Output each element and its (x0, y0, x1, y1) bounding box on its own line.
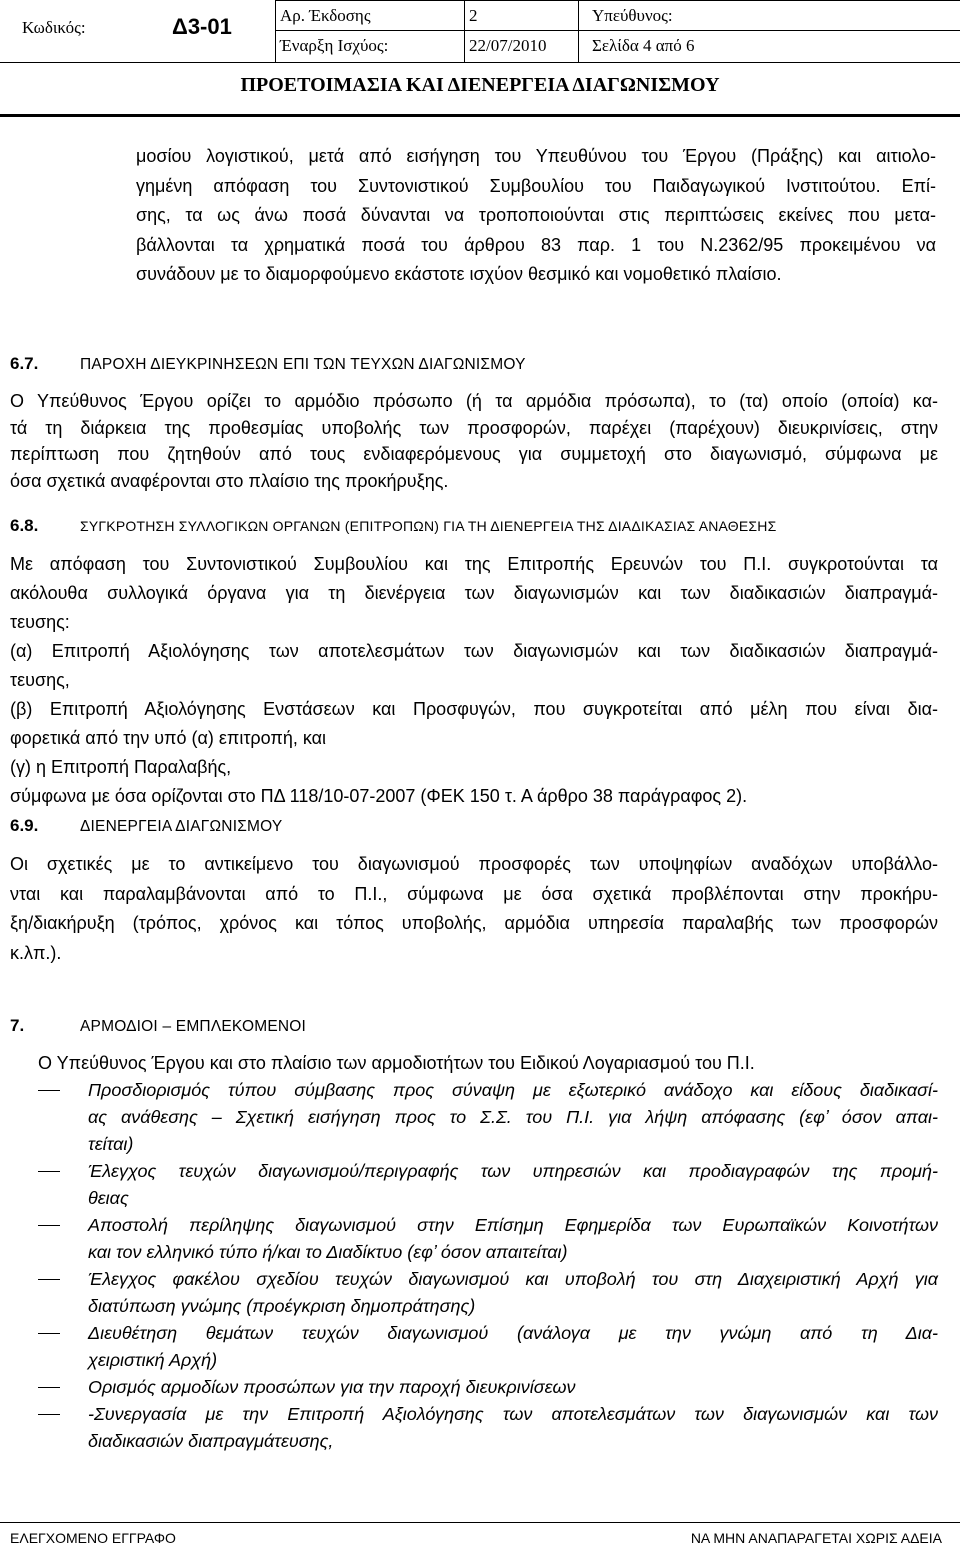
page-number: Σελίδα 4 από 6 (592, 36, 695, 55)
text-line: κ.λπ.). (10, 942, 62, 963)
document-header (0, 0, 960, 115)
start-label: Έναρξη Ισχύος: (280, 36, 389, 55)
list-item (38, 1320, 938, 1374)
text-line: θειας (88, 1188, 129, 1208)
list-item (38, 1266, 938, 1320)
text-line: Ο Υπεύθυνος Έργου ορίζει το αρμόδιο πρόσωπο (ή τα αρμόδια πρόσωπα), το (τα) οποίο (οποία) κα- (10, 391, 938, 411)
text-line: γημένη απόφαση του Συντονιστικού Συμβουλίου του Παιδαγωγικού Ινστιτούτου. Επί- (136, 175, 936, 196)
dash-bullet-icon (38, 1333, 60, 1334)
section-7-intro (38, 1050, 938, 1076)
text-line: Οι σχετικές με το αντικείμενο του διαγωνισμού προσφορές των υποψηφίων αναδόχων υποβάλλο- (10, 854, 938, 874)
text-line: Έλεγχος φακέλου σχεδίου τευχών διαγωνισμού και υποβολή του στη Διαχειριστική Αρχή για (88, 1269, 938, 1289)
version-label: Αρ. Έκδοσης (280, 6, 371, 25)
text-line: διατύπωση γνώμης (προέγκριση δημοπράτησης) (88, 1296, 476, 1316)
text-line: βάλλονται τα χρηματικά ποσά του άρθρου 83 παρ. 1 του Ν.2362/95 προκειμένου να (136, 234, 936, 255)
text-line: Ο Υπεύθυνος Έργου και στο πλαίσιο των αρμοδιοτήτων του Ειδικού Λογαριασμού του Π.Ι. (38, 1053, 755, 1073)
text-line: Αποστολή περίληψης διαγωνισμού στην Επίσημη Εφημερίδα των Ευρωπαϊκών Κοινοτήτων (88, 1215, 938, 1235)
text-line: (γ) η Επιτροπή Παραλαβής, (10, 757, 232, 777)
text-line: όσα σχετικά αναφέρονται στο πλαίσιο της προκήρυξης. (10, 470, 449, 491)
section-number: 6.8. (10, 516, 39, 535)
section-6-8-body (10, 550, 938, 811)
list-item (38, 1401, 938, 1455)
section-title: ΑΡΜΟΔΙΟΙ – ΕΜΠΛΕΚΟΜΕΝΟΙ (80, 1018, 307, 1035)
text-line: σύμφωνα με όσα ορίζονται στο ΠΔ 118/10-07-2007 (ΦΕΚ 150 τ. Α άρθρο 38 παράγραφος 2). (10, 786, 748, 806)
text-line: Με απόφαση του Συντονιστικού Συμβουλίου και της Επιτροπής Ερευνών του Π.Ι. συγκροτούνται τα (10, 554, 938, 574)
text-line: τείται) (88, 1134, 134, 1154)
intro-paragraph (136, 142, 936, 290)
dash-bullet-icon (38, 1387, 60, 1388)
dash-bullet-icon (38, 1279, 60, 1280)
text-line: Έλεγχος τευχών διαγωνισμού/περιγραφής των υπηρεσιών και προδιαγραφών της προμή- (88, 1161, 938, 1181)
text-line: (β) Επιτροπή Αξιολόγησης Ενστάσεων και Προσφυγών, που συγκροτείται από μέλη που είναι δια- (10, 699, 938, 719)
header-divider (0, 114, 960, 117)
text-line: χειριστική Αρχή) (88, 1350, 218, 1370)
text-line: Ορισμός αρμοδίων προσώπων για την παροχή διευκρινίσεων (88, 1377, 576, 1397)
text-line: διαδικασιών διαπραγμάτευσης, (88, 1431, 334, 1451)
section-6-7-heading (10, 354, 526, 374)
section-6-7-body (10, 388, 938, 494)
text-line: περίπτωση που ζητηθούν από τους ενδιαφερόμενους για συμμετοχή στο διαγωνισμό, σύμφωνα με (10, 444, 938, 464)
footer-right: ΝΑ ΜΗΝ ΑΝΑΠΑΡΑΓΕΤΑΙ ΧΩΡΙΣ ΑΔΕΙΑ (690, 1530, 942, 1546)
text-line: και τον ελληνικό τύπο ή/και το Διαδίκτυο (εφ’ όσον απαιτείται) (88, 1242, 568, 1262)
text-line: ξη/διακήρυξη (τρόπος, χρόνος και τόπος υποβολής, αρμόδια υπηρεσία παραλαβής των προσφορών (10, 913, 938, 933)
text-line: τευσης: (10, 612, 70, 632)
responsibilities-list (38, 1077, 938, 1455)
dash-bullet-icon (38, 1414, 60, 1415)
text-line: Διευθέτηση θεμάτων τευχών διαγωνισμού (ανάλογα με την γνώμη από τη Δια- (88, 1323, 938, 1343)
dash-bullet-icon (38, 1225, 60, 1226)
section-title: ΣΥΓΚΡΟΤΗΣΗ ΣΥΛΛΟΓΙΚΩΝ ΟΡΓΑΝΩΝ (ΕΠΙΤΡΟΠΩΝ) ΓΙΑ ΤΗ ΔΙΕΝΕΡΓΕΙΑ ΤΗΣ ΔΙΑΔΙΚΑΣΙΑΣ ΑΝΑΘΕΣΗΣ (80, 518, 777, 534)
section-number: 6.9. (10, 816, 39, 835)
responsible-label: Υπεύθυνος: (592, 6, 673, 25)
text-line: μοσίου λογιστικού, μετά από εισήγηση του Υπευθύνου του Έργου (Πράξης) και αιτιολο- (136, 146, 936, 166)
dash-bullet-icon (38, 1171, 60, 1172)
text-line: (α) Επιτροπή Αξιολόγησης των αποτελεσμάτων των διαγωνισμών και των διαδικασιών διαπραγμά- (10, 641, 938, 661)
document-title: ΠΡΟΕΤΟΙΜΑΣΙΑ ΚΑΙ ΔΙΕΝΕΡΓΕΙΑ ΔΙΑΓΩΝΙΣΜΟΥ (240, 74, 720, 96)
section-7-heading (10, 1016, 306, 1036)
section-number: 7. (10, 1016, 25, 1035)
text-line: τευσης, (10, 670, 70, 690)
text-line: Προσδιορισμός τύπου σύμβασης προς σύναψη με εξωτερικό ανάδοχο και είδους διαδικασί- (88, 1080, 938, 1100)
text-line: νται και παραλαμβάνονται από το Π.Ι., σύμφωνα με όσα σχετικά προβλέπονται στην προκήρυ- (10, 883, 938, 904)
start-value: 22/07/2010 (469, 36, 547, 55)
list-item (38, 1158, 938, 1212)
text-line: φορετικά από την υπό (α) επιτροπή, και (10, 728, 327, 748)
section-6-8-heading (10, 516, 776, 536)
footer-left: ΕΛΕΓΧΟΜΕΝΟ ΕΓΓΡΑΦΟ (10, 1530, 176, 1546)
list-item (38, 1374, 938, 1401)
list-item (38, 1077, 938, 1158)
text-line: σης, τα ως άνω ποσά δύνανται να τροποποιούνται στις περιπτώσεις εκείνες που μετα- (136, 205, 936, 225)
version-value: 2 (469, 6, 478, 25)
footer-divider (0, 1522, 960, 1523)
section-6-9-body (10, 850, 938, 968)
section-6-9-heading (10, 816, 282, 836)
text-line: ακόλουθα συλλογικά όργανα για τη διενέργεια των διαγωνισμών και των διαδικασιών διαπραγμά- (10, 583, 938, 603)
section-number: 6.7. (10, 354, 39, 373)
section-title: ΔΙΕΝΕΡΓΕΙΑ ΔΙΑΓΩΝΙΣΜΟΥ (80, 818, 283, 835)
text-line: τά τη διάρκεια της προθεσμίας υποβολής των προσφορών, παρέχει (παρέχουν) διευκρινίσεις, στην (10, 417, 938, 438)
text-line: συνάδουν με το διαμορφούμενο εκάστοτε ισχύον θεσμικό και νομοθετικό πλαίσιο. (136, 264, 782, 284)
list-item (38, 1212, 938, 1266)
code-value: Δ3-01 (172, 14, 232, 39)
dash-bullet-icon (38, 1090, 60, 1091)
text-line: ας ανάθεσης – Σχετική εισήγηση προς το Σ.Σ. του Π.Ι. για λήψη απόφασης (εφ’ όσον απαι- (88, 1107, 938, 1127)
section-title: ΠΑΡΟΧΗ ΔΙΕΥΚΡΙΝΗΣΕΩΝ ΕΠΙ ΤΩΝ ΤΕΥΧΩΝ ΔΙΑΓΩΝΙΣΜΟΥ (80, 356, 526, 373)
code-label: Κωδικός: (22, 18, 86, 37)
text-line: -Συνεργασία με την Επιτροπή Αξιολόγησης των αποτελεσμάτων των διαγωνισμών και των (88, 1404, 938, 1424)
